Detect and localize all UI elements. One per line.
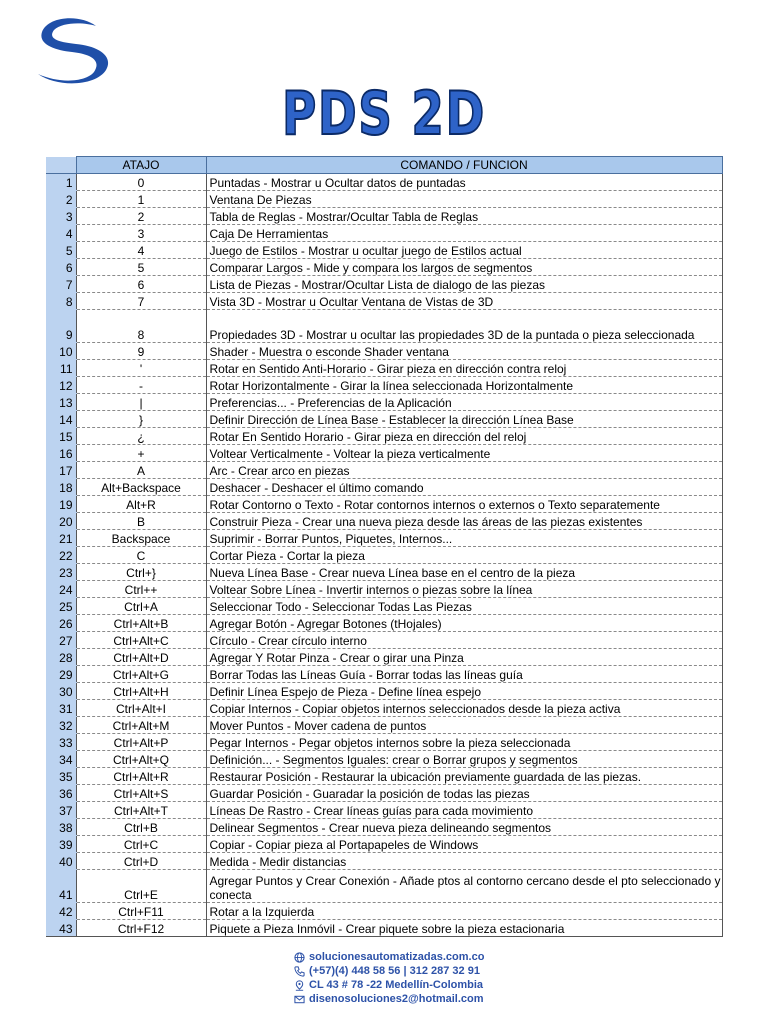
command-cell: Mover Puntos - Mover cadena de puntos: [206, 717, 722, 734]
command-cell: Caja De Herramientas: [206, 225, 722, 242]
table-row: [46, 174, 722, 191]
shortcut-cell: -: [76, 377, 206, 394]
shortcut-cell: Ctrl+}: [76, 564, 206, 581]
command-cell: Rotar a la Izquierda: [206, 903, 722, 920]
shortcuts-table: [46, 156, 723, 937]
mail-icon: [294, 994, 305, 1005]
table-row: [46, 666, 722, 683]
row-number: 27: [46, 632, 76, 649]
shortcut-cell: Ctrl+B: [76, 819, 206, 836]
shortcut-cell: 2: [76, 208, 206, 225]
shortcut-cell: Ctrl+Alt+H: [76, 683, 206, 700]
row-number: 12: [46, 377, 76, 394]
shortcut-cell: Backspace: [76, 530, 206, 547]
row-number: 14: [46, 411, 76, 428]
command-cell: Agregar Botón - Agregar Botones (tHojales): [206, 615, 722, 632]
command-cell: Suprimir - Borrar Puntos, Piquetes, Internos...: [206, 530, 722, 547]
table-row: [46, 208, 722, 225]
phone-row: [294, 964, 484, 978]
command-header: COMANDO / FUNCION: [206, 157, 722, 174]
command-cell: Lista de Piezas - Mostrar/Ocultar Lista de dialogo de las piezas: [206, 276, 722, 293]
table-row: [46, 598, 722, 615]
table-row: [46, 394, 722, 411]
command-cell: Puntadas - Mostrar u Ocultar datos de puntadas: [206, 174, 722, 191]
row-number: 2: [46, 191, 76, 208]
shortcut-cell: Ctrl+Alt+G: [76, 666, 206, 683]
command-cell: Definir Línea Espejo de Pieza - Define línea espejo: [206, 683, 722, 700]
shortcut-cell: Ctrl+A: [76, 598, 206, 615]
shortcut-cell: 7: [76, 293, 206, 310]
command-cell: Comparar Largos - Mide y compara los largos de segmentos: [206, 259, 722, 276]
row-number: 24: [46, 581, 76, 598]
command-cell: Copiar Internos - Copiar objetos internos seleccionados desde la pieza activa: [206, 700, 722, 717]
table-row: [46, 734, 722, 751]
command-cell: Agregar Y Rotar Pinza - Crear o girar una Pinza: [206, 649, 722, 666]
shortcut-cell: +: [76, 445, 206, 462]
table-row: [46, 293, 722, 310]
row-number: 23: [46, 564, 76, 581]
command-cell: Shader - Muestra o esconde Shader ventana: [206, 343, 722, 360]
row-number: 33: [46, 734, 76, 751]
shortcut-cell: Ctrl+Alt+R: [76, 768, 206, 785]
command-cell: Tabla de Reglas - Mostrar/Ocultar Tabla de Reglas: [206, 208, 722, 225]
index-header: [46, 157, 76, 174]
table-row: [46, 632, 722, 649]
row-number: 34: [46, 751, 76, 768]
shortcut-cell: ¿: [76, 428, 206, 445]
table-row: [46, 853, 722, 870]
command-cell: Guardar Posición - Guaradar la posición de todas las piezas: [206, 785, 722, 802]
brand-logo: [30, 12, 110, 88]
command-cell: Pegar Internos - Pegar objetos internos sobre la pieza seleccionada: [206, 734, 722, 751]
table-row: [46, 360, 722, 377]
table-row: [46, 411, 722, 428]
shortcut-cell: Alt+Backspace: [76, 479, 206, 496]
shortcut-cell: 4: [76, 242, 206, 259]
table-row: [46, 225, 722, 242]
row-number: 15: [46, 428, 76, 445]
command-cell: Líneas De Rastro - Crear líneas guías para cada movimiento: [206, 802, 722, 819]
shortcut-cell: }: [76, 411, 206, 428]
command-cell: Voltear Sobre Línea - Invertir internos o piezas sobre la línea: [206, 581, 722, 598]
shortcut-cell: 6: [76, 276, 206, 293]
command-cell: Piquete a Pieza Inmóvil - Crear piquete sobre la pieza estacionaria: [206, 920, 722, 937]
command-cell: Definición... - Segmentos Iguales: crear o Borrar grupos y segmentos: [206, 751, 722, 768]
row-number: 19: [46, 496, 76, 513]
row-number: 26: [46, 615, 76, 632]
shortcut-cell: |: [76, 394, 206, 411]
command-cell: Arc - Crear arco en piezas: [206, 462, 722, 479]
row-number: 20: [46, 513, 76, 530]
shortcut-cell: A: [76, 462, 206, 479]
command-cell: Nueva Línea Base - Crear nueva Línea base en el centro de la pieza: [206, 564, 722, 581]
row-number: 4: [46, 225, 76, 242]
shortcut-cell: Ctrl+Alt+P: [76, 734, 206, 751]
row-number: 25: [46, 598, 76, 615]
phone-text: (+57)(4) 448 58 56 | 312 287 32 91: [309, 965, 480, 977]
table-row: [46, 802, 722, 819]
command-cell: Copiar - Copiar pieza al Portapapeles de Windows: [206, 836, 722, 853]
row-number: 10: [46, 343, 76, 360]
shortcut-cell: Ctrl+Alt+B: [76, 615, 206, 632]
shortcut-cell: Ctrl+Alt+S: [76, 785, 206, 802]
table-row: [46, 819, 722, 836]
row-number: 39: [46, 836, 76, 853]
row-number: 1: [46, 174, 76, 191]
shortcut-cell: Ctrl+D: [76, 853, 206, 870]
command-cell: Construir Pieza - Crear una nueva pieza desde las áreas de las piezas existentes: [206, 513, 722, 530]
row-number: 3: [46, 208, 76, 225]
row-number: 30: [46, 683, 76, 700]
row-number: 18: [46, 479, 76, 496]
shortcut-cell: Ctrl+Alt+Q: [76, 751, 206, 768]
shortcut-cell: 1: [76, 191, 206, 208]
table-row: [46, 343, 722, 360]
table-row: [46, 276, 722, 293]
shortcut-cell: 5: [76, 259, 206, 276]
row-number: 36: [46, 785, 76, 802]
table-row: [46, 530, 722, 547]
table-row: [46, 768, 722, 785]
row-number: 7: [46, 276, 76, 293]
command-cell: Medida - Medir distancias: [206, 853, 722, 870]
row-number: 28: [46, 649, 76, 666]
email-text[interactable]: disenosoluciones2@hotmail.com: [309, 993, 484, 1005]
command-cell: Seleccionar Todo - Seleccionar Todas Las Piezas: [206, 598, 722, 615]
row-number: 9: [46, 310, 76, 343]
row-number: 11: [46, 360, 76, 377]
shortcut-cell: Ctrl++: [76, 581, 206, 598]
row-number: 40: [46, 853, 76, 870]
shortcut-header: ATAJO: [76, 157, 206, 174]
command-cell: Deshacer - Deshacer el último comando: [206, 479, 722, 496]
table-row: [46, 836, 722, 853]
row-number: 13: [46, 394, 76, 411]
row-number: 8: [46, 293, 76, 310]
row-number: 38: [46, 819, 76, 836]
row-number: 43: [46, 920, 76, 937]
row-number: 6: [46, 259, 76, 276]
table-row: [46, 700, 722, 717]
command-cell: Círculo - Crear círculo interno: [206, 632, 722, 649]
row-number: 22: [46, 547, 76, 564]
table-row: [46, 428, 722, 445]
command-cell: Ventana De Piezas: [206, 191, 722, 208]
row-number: 5: [46, 242, 76, 259]
address-row: [294, 978, 484, 992]
command-cell: Cortar Pieza - Cortar la pieza: [206, 547, 722, 564]
table-row: [46, 751, 722, 768]
table-row: [46, 462, 722, 479]
website-row: [294, 950, 484, 964]
command-cell: Rotar Horizontalmente - Girar la línea seleccionada Horizontalmente: [206, 377, 722, 394]
table-row: [46, 310, 722, 343]
shortcut-cell: Ctrl+C: [76, 836, 206, 853]
table-row: [46, 547, 722, 564]
row-number: 29: [46, 666, 76, 683]
table-row: [46, 564, 722, 581]
shortcut-cell: 0: [76, 174, 206, 191]
table-row: [46, 377, 722, 394]
globe-icon: [294, 952, 305, 963]
command-cell: Agregar Puntos y Crear Conexión - Añade ptos al contorno cercano desde el pto seleccionado y conecta: [206, 870, 722, 903]
command-cell: Delinear Segmentos - Crear nueva pieza delineando segmentos: [206, 819, 722, 836]
shortcut-cell: Ctrl+F12: [76, 920, 206, 937]
address-text: CL 43 # 78 -22 Medellín-Colombia: [309, 979, 484, 991]
table-row: [46, 785, 722, 802]
command-cell: Rotar En Sentido Horario - Girar pieza en dirección del reloj: [206, 428, 722, 445]
location-icon: [294, 980, 305, 991]
table-row: [46, 259, 722, 276]
table-row: [46, 581, 722, 598]
table-row: [46, 920, 722, 937]
table-row: [46, 191, 722, 208]
command-cell: Definir Dirección de Línea Base - Establecer la dirección Línea Base: [206, 411, 722, 428]
command-cell: Propiedades 3D - Mostrar u ocultar las propiedades 3D de la puntada o pieza seleccionada: [206, 310, 722, 343]
row-number: 37: [46, 802, 76, 819]
row-number: 41: [46, 870, 76, 903]
table-body: [46, 174, 722, 937]
shortcut-cell: C: [76, 547, 206, 564]
shortcut-cell: Ctrl+Alt+T: [76, 802, 206, 819]
command-cell: Voltear Verticalmente - Voltear la pieza verticalmente: [206, 445, 722, 462]
row-number: 31: [46, 700, 76, 717]
table-row: [46, 615, 722, 632]
row-number: 32: [46, 717, 76, 734]
table-row: [46, 649, 722, 666]
command-cell: Rotar en Sentido Anti-Horario - Girar pieza en dirección contra reloj: [206, 360, 722, 377]
table-row: [46, 445, 722, 462]
shortcut-cell: 9: [76, 343, 206, 360]
shortcut-cell: ': [76, 360, 206, 377]
shortcut-cell: 3: [76, 225, 206, 242]
row-number: 16: [46, 445, 76, 462]
shortcut-cell: Alt+R: [76, 496, 206, 513]
command-cell: Restaurar Posición - Restaurar la ubicación previamente guardada de las piezas.: [206, 768, 722, 785]
command-cell: Juego de Estilos - Mostrar u ocultar juego de Estilos actual: [206, 242, 722, 259]
table-row: [46, 683, 722, 700]
contact-footer: [294, 950, 484, 1006]
table-row: [46, 242, 722, 259]
shortcut-cell: B: [76, 513, 206, 530]
phone-icon: [294, 966, 305, 977]
shortcut-cell: Ctrl+E: [76, 870, 206, 903]
command-cell: Vista 3D - Mostrar u Ocultar Ventana de Vistas de 3D: [206, 293, 722, 310]
shortcut-cell: Ctrl+Alt+C: [76, 632, 206, 649]
shortcut-cell: Ctrl+Alt+M: [76, 717, 206, 734]
website-text[interactable]: solucionesautomatizadas.com.co: [309, 951, 485, 963]
table-row: [46, 479, 722, 496]
page-title: PDS 2D: [282, 79, 486, 149]
shortcut-cell: Ctrl+Alt+I: [76, 700, 206, 717]
table-row: [46, 717, 722, 734]
row-number: 17: [46, 462, 76, 479]
command-cell: Preferencias... - Preferencias de la Aplicación: [206, 394, 722, 411]
email-row: [294, 992, 484, 1006]
command-cell: Rotar Contorno o Texto - Rotar contornos internos o externos o Texto separatemente: [206, 496, 722, 513]
shortcut-cell: Ctrl+Alt+D: [76, 649, 206, 666]
row-number: 35: [46, 768, 76, 785]
table-row: [46, 513, 722, 530]
command-cell: Borrar Todas las Líneas Guía - Borrar todas las líneas guía: [206, 666, 722, 683]
table-row: [46, 870, 722, 903]
shortcut-cell: 8: [76, 310, 206, 343]
shortcut-cell: Ctrl+F11: [76, 903, 206, 920]
table-header-row: [46, 157, 722, 174]
table-row: [46, 903, 722, 920]
row-number: 42: [46, 903, 76, 920]
table-row: [46, 496, 722, 513]
row-number: 21: [46, 530, 76, 547]
